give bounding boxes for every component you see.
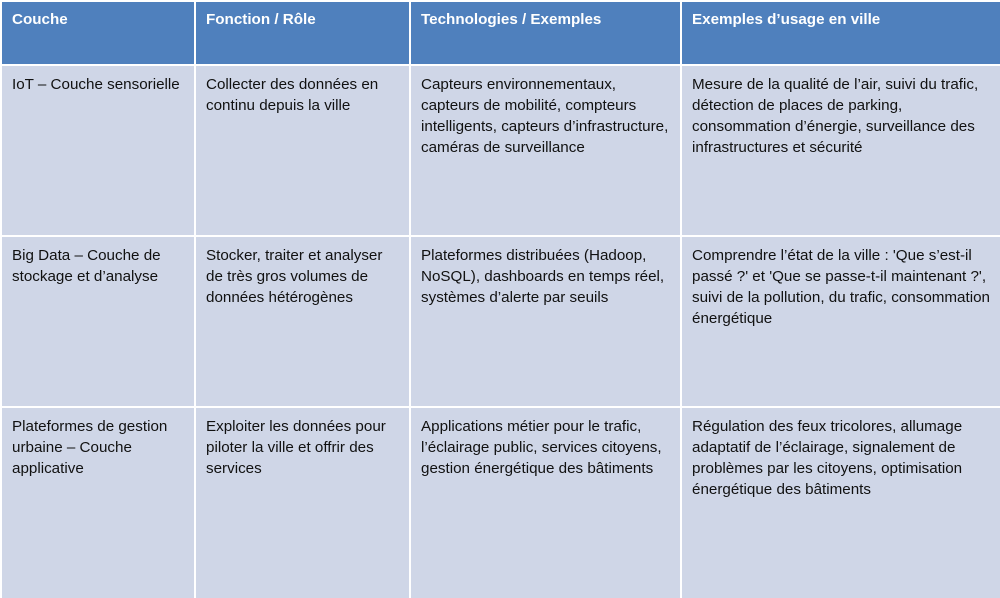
row-plateformes-usages: Régulation des feux tricolores, allumage adaptatif de l’éclairage, signalement de problèmes par les citoyens, optimisation énergétique des bâtiments bbox=[682, 408, 1000, 598]
header-fonction: Fonction / Rôle bbox=[196, 2, 409, 64]
row-bigdata-technologies: Plateformes distribuées (Hadoop, NoSQL), dashboards en temps réel, systèmes d’alerte par seuils bbox=[411, 237, 680, 406]
row-bigdata-usages: Comprendre l’état de la ville : 'Que s’est-il passé ?' et 'Que se passe-t-il maintenant ?', suivi de la pollution, du trafic, consommation énergétique bbox=[682, 237, 1000, 406]
smart-city-layers-table bbox=[2, 2, 997, 592]
row-bigdata-fonction: Stocker, traiter et analyser de très gros volumes de données hétérogènes bbox=[196, 237, 409, 406]
header-couche: Couche bbox=[2, 2, 194, 64]
header-technologies: Technologies / Exemples bbox=[411, 2, 680, 64]
row-plateformes-couche: Plateformes de gestion urbaine – Couche applicative bbox=[2, 408, 194, 598]
row-iot-technologies: Capteurs environnementaux, capteurs de mobilité, compteurs intelligents, capteurs d’infrastructure, caméras de surveillance bbox=[411, 66, 680, 235]
row-plateformes-technologies: Applications métier pour le trafic, l’éclairage public, services citoyens, gestion énergétique des bâtiments bbox=[411, 408, 680, 598]
row-bigdata-couche: Big Data – Couche de stockage et d’analyse bbox=[2, 237, 194, 406]
row-iot-usages: Mesure de la qualité de l’air, suivi du trafic, détection de places de parking, consommation d’énergie, surveillance des infrastructures et sécurité bbox=[682, 66, 1000, 235]
row-plateformes-fonction: Exploiter les données pour piloter la ville et offrir des services bbox=[196, 408, 409, 598]
header-usages: Exemples d’usage en ville bbox=[682, 2, 1000, 64]
row-iot-couche: IoT – Couche sensorielle bbox=[2, 66, 194, 235]
row-iot-fonction: Collecter des données en continu depuis la ville bbox=[196, 66, 409, 235]
